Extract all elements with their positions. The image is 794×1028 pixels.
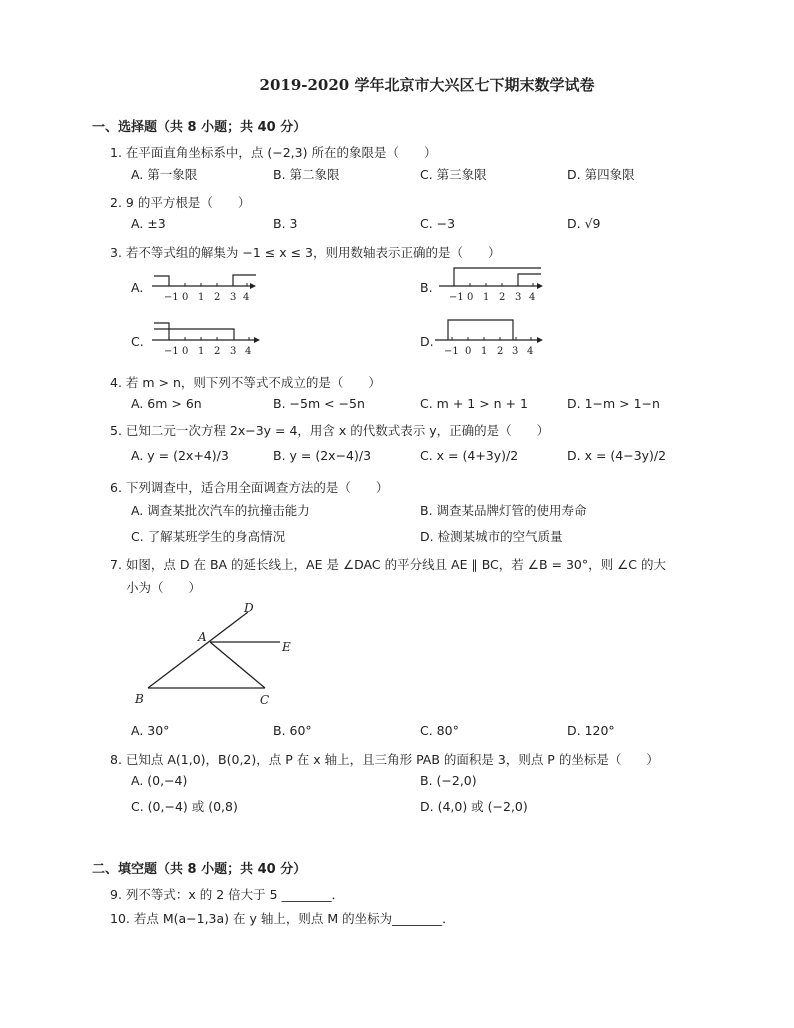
- q4-option-c: C. m + 1 > n + 1: [420, 396, 528, 411]
- line-ac: [210, 642, 265, 688]
- q4-option-d: D. 1−m > 1−n: [567, 396, 660, 411]
- tick-label: 3: [515, 292, 522, 303]
- q2-option-b: B. 3: [273, 216, 298, 231]
- question-5-stem: 5. 已知二元一次方程 2x−3y = 4，用含 x 的代数式表示 y，正确的是（ ）: [110, 423, 550, 438]
- q3-option-a: A.: [131, 280, 144, 295]
- q6-option-c: C. 了解某班学生的身高情况: [131, 529, 286, 544]
- tick-label: −1: [164, 292, 179, 303]
- q1-option-b: B. 第二象限: [273, 167, 340, 182]
- point-label-b: B: [135, 692, 144, 706]
- q3-option-c: C.: [131, 334, 144, 349]
- q7-option-c: C. 80°: [420, 723, 459, 738]
- q8-option-b: B. (−2,0): [420, 773, 477, 788]
- page-title: 2019-2020 学年北京市大兴区七下期末数学试卷: [259, 76, 595, 94]
- question-4-stem: 4. 若 m > n，则下列不等式不成立的是（ ）: [110, 375, 381, 390]
- tick-label: 2: [214, 346, 221, 357]
- tick-label: 4: [245, 346, 252, 357]
- q7-option-a: A. 30°: [131, 723, 170, 738]
- q5-option-d: D. x = (4−3y)/2: [567, 448, 667, 463]
- tick-label: 4: [243, 292, 250, 303]
- q1-option-d: D. 第四象限: [567, 167, 635, 182]
- point-label-d: D: [244, 601, 254, 615]
- line-bd: [148, 612, 248, 688]
- question-7-stem-line1: 7. 如图，点 D 在 BA 的延长线上，AE 是 ∠DAC 的平分线且 AE ∥ BC，若 ∠B = 30°，则 ∠C 的大: [110, 557, 667, 572]
- q6-option-d: D. 检测某城市的空气质量: [420, 529, 563, 544]
- tick-label: 4: [527, 346, 534, 357]
- tick-label: 4: [529, 292, 536, 303]
- q4-option-a: A. 6m > 6n: [131, 396, 202, 411]
- question-7-stem-line2: 小为（ ）: [126, 580, 202, 595]
- tick-label: 1: [481, 346, 488, 357]
- question-3-stem: 3. 若不等式组的解集为 −1 ≤ x ≤ 3，则用数轴表示正确的是（ ）: [110, 245, 501, 260]
- tick-label: 2: [214, 292, 221, 303]
- question-2-stem: 2. 9 的平方根是（ ）: [110, 195, 251, 210]
- point-label-c: C: [260, 693, 270, 707]
- tick-label: 1: [483, 292, 490, 303]
- section-heading-fill-in: 二、填空题（共 8 小题；共 40 分）: [92, 862, 307, 877]
- section-heading-choice: 一、选择题（共 8 小题；共 40 分）: [92, 120, 307, 135]
- q8-option-d: D. (4,0) 或 (−2,0): [420, 799, 528, 814]
- tick-label: 0: [182, 346, 189, 357]
- tick-label: 1: [198, 346, 205, 357]
- q3-number-line-d: [433, 318, 548, 358]
- tick-label: 1: [198, 292, 205, 303]
- question-6-stem: 6. 下列调查中，适合用全面调查方法的是（ ）: [110, 480, 389, 495]
- tick-label: 0: [467, 292, 474, 303]
- q5-option-b: B. y = (2x−4)/3: [273, 448, 372, 463]
- question-1-stem: 1. 在平面直角坐标系中，点 (−2,3) 所在的象限是（ ）: [110, 145, 437, 160]
- question-9-stem: 9. 列不等式：x 的 2 倍大于 5 ________．: [110, 887, 345, 902]
- q2-option-c: C. −3: [420, 216, 456, 231]
- q5-option-a: A. y = (2x+4)/3: [131, 448, 229, 463]
- tick-label: 2: [499, 292, 506, 303]
- q6-option-b: B. 调查某品牌灯管的使用寿命: [420, 503, 587, 518]
- tick-label: −1: [444, 346, 459, 357]
- tick-label: 2: [497, 346, 504, 357]
- q2-option-d: D. √9: [567, 216, 601, 231]
- point-label-a: A: [198, 630, 207, 644]
- q1-option-a: A. 第一象限: [131, 167, 198, 182]
- tick-label: −1: [164, 346, 179, 357]
- question-8-stem: 8. 已知点 A(1,0)，B(0,2)，点 P 在 x 轴上，且三角形 PAB 的面积是 3，则点 P 的坐标是（ ）: [110, 752, 659, 767]
- tick-label: 3: [512, 346, 519, 357]
- q3-number-line-c: [150, 318, 265, 358]
- tick-label: 3: [230, 292, 237, 303]
- tick-label: 3: [230, 346, 237, 357]
- q8-option-a: A. (0,−4): [131, 773, 188, 788]
- q7-geometry-figure: [130, 600, 300, 712]
- q2-option-a: A. ±3: [131, 216, 166, 231]
- q3-option-b: B.: [420, 280, 433, 295]
- tick-label: −1: [449, 292, 464, 303]
- question-10-stem: 10. 若点 M(a−1,3a) 在 y 轴上，则点 M 的坐标为________．: [110, 911, 455, 926]
- tick-label: 0: [465, 346, 472, 357]
- q7-option-b: B. 60°: [273, 723, 312, 738]
- q5-option-c: C. x = (4+3y)/2: [420, 448, 519, 463]
- q3-number-line-a: [150, 268, 260, 304]
- q3-number-line-b: [437, 264, 547, 304]
- tick-label: 0: [182, 292, 189, 303]
- point-label-e: E: [282, 640, 291, 654]
- q3-option-d: D.: [420, 334, 434, 349]
- q4-option-b: B. −5m < −5n: [273, 396, 365, 411]
- q6-option-a: A. 调查某批次汽车的抗撞击能力: [131, 503, 310, 518]
- q7-option-d: D. 120°: [567, 723, 615, 738]
- q8-option-c: C. (0,−4) 或 (0,8): [131, 799, 238, 814]
- q1-option-c: C. 第三象限: [420, 167, 487, 182]
